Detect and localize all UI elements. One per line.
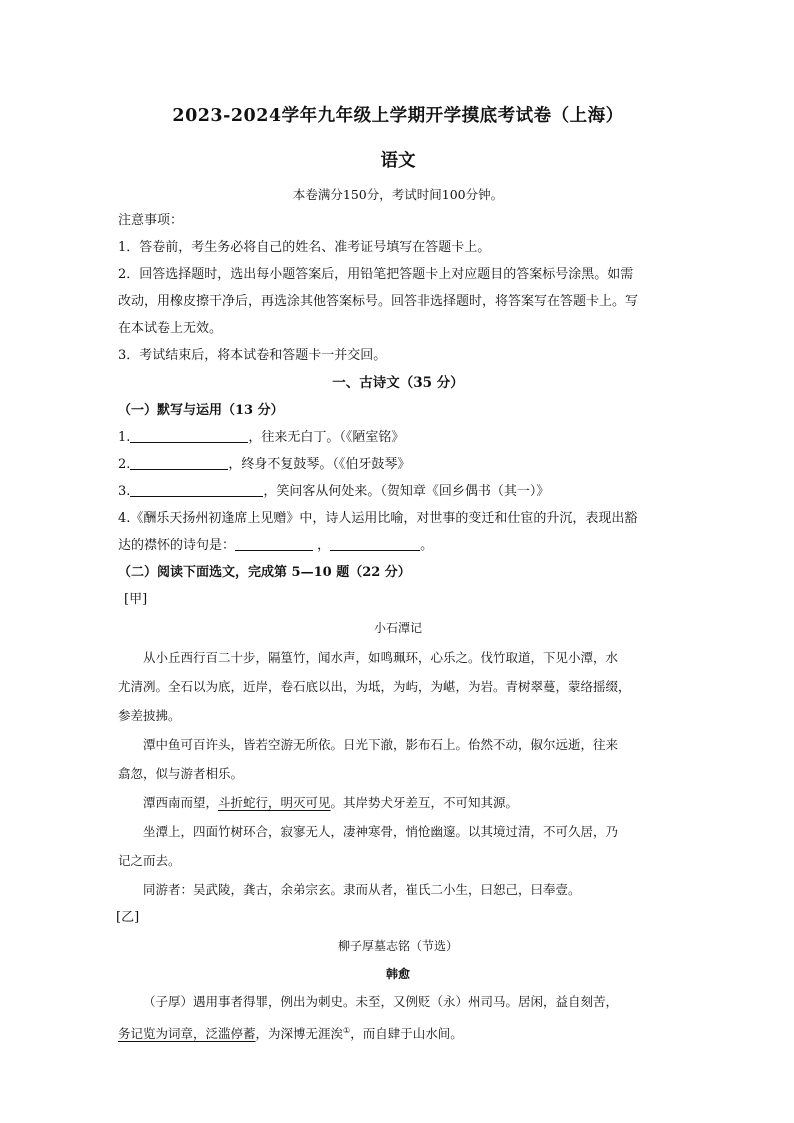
note-item-2-line-2: 改动，用橡皮擦干净后，再选涂其他答案标号。回答非选择题时，将答案写在答题卡上。写	[118, 294, 639, 309]
question-2	[118, 451, 678, 478]
question-4-line-1: 4.《酬乐天扬州初逢席上见赠》中，诗人运用比喻，对世事的变迁和仕宦的升沉，表现出豁	[118, 511, 638, 526]
jia-para-5: 同游者：吴武陵，龚古，余弟宗玄。隶而从者，崔氏二小生，曰恕己，曰奉壹。	[143, 882, 581, 897]
answer-blank-1[interactable]	[130, 428, 248, 443]
jia-para-2-line-1: 潭中鱼可百许头，皆若空游无所依。日光下澈，影布石上。佁然不动，俶尔远逝，往来	[143, 737, 619, 752]
question-2-text: ，终身不复鼓琴。（《伯牙鼓琴》	[228, 457, 411, 472]
jia-para-1-line-3: 参差披拂。	[118, 708, 181, 723]
jia-para-3-underlined: 斗折蛇行，明灭可见	[218, 795, 331, 810]
yi-line-2-underlined: 务记览为词章，泛滥停蓄	[118, 1026, 256, 1042]
answer-blank-2[interactable]	[130, 455, 228, 470]
jia-para-4-line-1: 坐潭上，四面竹树环合，寂寥无人，凄神寒骨，悄怆幽邃。以其境过清，不可久居，乃	[143, 824, 619, 839]
passage-jia-label: [甲]	[124, 592, 148, 607]
answer-blank-4a[interactable]	[235, 536, 313, 551]
answer-blank-3[interactable]	[130, 482, 263, 497]
notes-heading: 注意事项：	[118, 213, 184, 228]
note-item-2-line-1: 2．回答选择题时，选出每小题答案后，用铅笔把答题卡上对应题目的答案标号涂黑。如需	[118, 267, 634, 282]
question-3-number: 3.	[118, 484, 131, 499]
footnote-marker: ①	[343, 1026, 351, 1035]
jia-para-1-line-1: 从小丘西行百二十步，隔篁竹，闻水声，如鸣珮环，心乐之。伐竹取道，下见小潭，水	[143, 650, 619, 665]
jia-para-3-pre: 潭西南而望，	[143, 795, 219, 810]
part-2-title: （二）阅读下面选文，完成第 5—10 题（22 分）	[118, 565, 411, 580]
passage-yi-author: 韩愈	[385, 967, 410, 981]
note-item-3: 3．考试结束后，将本试卷和答题卡一并交回。	[118, 348, 387, 363]
jia-para-1-line-2: 尤清冽。全石以为底，近岸，卷石底以出，为坻，为屿，为嵁，为岩。青树翠蔓，蒙络摇缀，	[118, 679, 631, 694]
exam-info: 本卷满分150分，考试时间100分钟。	[292, 187, 504, 202]
jia-para-4-line-2: 记之而去。	[118, 853, 181, 868]
passage-yi-title: 柳子厚墓志铭（节选）	[337, 939, 458, 953]
passage-yi-label: [乙]	[116, 910, 140, 925]
part-1-title: （一）默写与运用（13 分）	[118, 403, 284, 418]
passage-jia-title: 小石潭记	[373, 621, 422, 635]
question-4-end: 。	[420, 538, 434, 553]
yi-line-2	[118, 1016, 678, 1048]
section-1-title: 一、古诗文（35 分）	[332, 375, 464, 391]
question-3	[118, 478, 678, 505]
jia-para-3-post: 。其岸势犬牙差互，不可知其源。	[330, 795, 519, 810]
note-item-1: 1．答卷前，考生务必将自己的姓名、准考证号填写在答题卡上。	[118, 240, 491, 255]
jia-para-3	[118, 788, 678, 817]
yi-line-2-end: ，而自肆于山水间。	[350, 1026, 463, 1042]
question-4-line-2	[118, 532, 678, 559]
note-item-2-line-3: 在本试卷上无效。	[118, 321, 223, 336]
answer-blank-4b[interactable]	[330, 536, 420, 551]
exam-page	[118, 96, 678, 1048]
yi-line-2-mid: ，为深博无涯涘	[255, 1026, 344, 1042]
question-1-text: ，往来无白丁。（《陋室铭》	[248, 430, 405, 445]
exam-title: 2023-2024学年九年级上学期开学摸底考试卷（上海）	[172, 106, 624, 126]
subject-title: 语文	[380, 151, 416, 171]
question-4-prefix: 达的襟怀的诗句是：	[118, 538, 236, 553]
question-3-text: ，笑问客从何处来。（贺知章《回乡偶书（其一）》	[263, 484, 550, 499]
yi-line-1: （子厚）遇用事者得罪，例出为刺史。未至，又例贬（永）州司马。居闲，益自刻苦，	[143, 994, 619, 1009]
question-2-number: 2.	[118, 457, 131, 472]
question-1	[118, 424, 678, 451]
jia-para-2-line-2: 翕忽，似与游者相乐。	[118, 766, 244, 781]
question-1-number: 1.	[118, 430, 131, 445]
question-4-comma: ，	[317, 538, 331, 553]
